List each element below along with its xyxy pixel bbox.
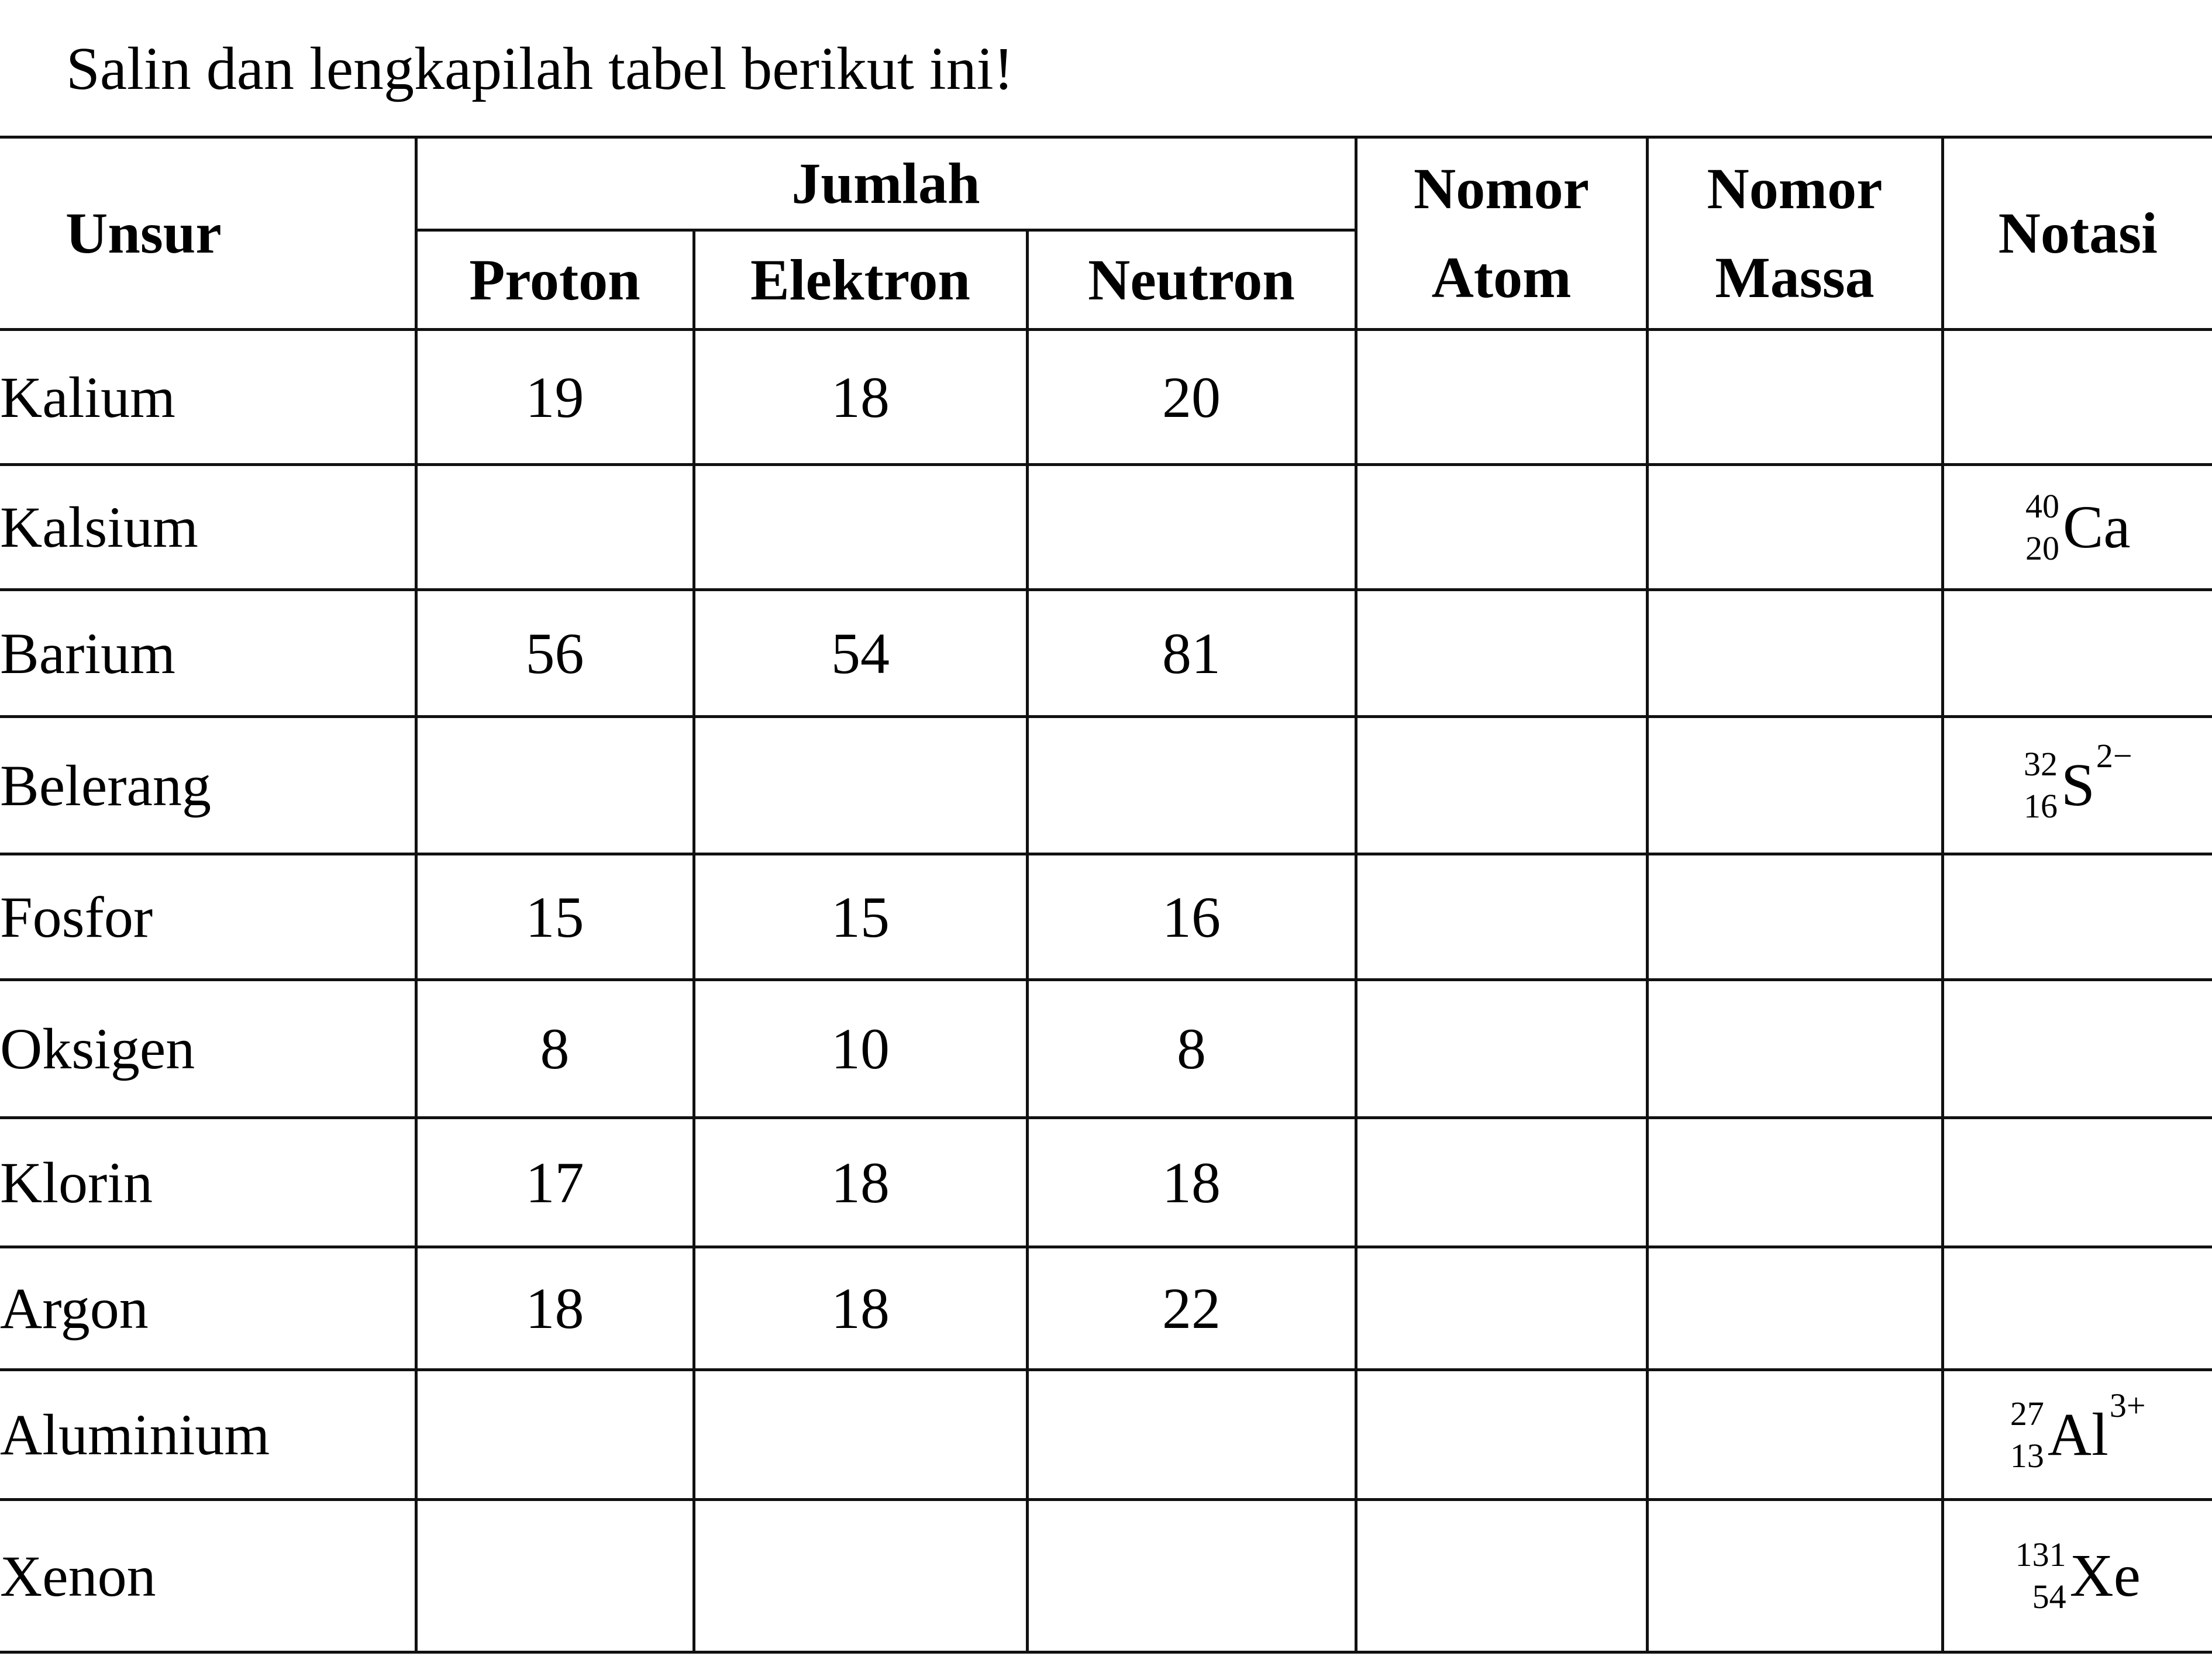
- nuclide-notation: [2025, 489, 2131, 565]
- unsur-cell: Belerang: [0, 717, 416, 854]
- proton-cell: 18: [416, 1247, 694, 1370]
- elektron-cell: 10: [694, 980, 1027, 1118]
- unsur-cell: Xenon: [0, 1500, 416, 1652]
- nomor-massa-cell: [1647, 1247, 1942, 1370]
- nuclide-notation: [2015, 1538, 2141, 1614]
- unsur-cell: Klorin: [0, 1118, 416, 1247]
- table-row: [0, 465, 2212, 590]
- mass-number: 27: [2010, 1394, 2044, 1433]
- nomor-atom-cell: [1356, 854, 1647, 980]
- elektron-cell: 15: [694, 854, 1027, 980]
- header-nomor-massa-line1: Nomor: [1707, 156, 1883, 221]
- nomor-atom-cell: [1356, 980, 1647, 1118]
- unsur-cell: Argon: [0, 1247, 416, 1370]
- nomor-massa-cell: [1647, 854, 1942, 980]
- element-symbol: S: [2061, 751, 2095, 819]
- nomor-massa-cell: [1647, 1500, 1942, 1652]
- neutron-cell: [1027, 465, 1356, 590]
- elektron-cell: 54: [694, 590, 1027, 717]
- atomic-number: 54: [2032, 1578, 2066, 1616]
- elektron-cell: [694, 1370, 1027, 1500]
- proton-cell: [416, 717, 694, 854]
- unsur-cell: Aluminium: [0, 1370, 416, 1500]
- neutron-cell: 81: [1027, 590, 1356, 717]
- neutron-cell: 8: [1027, 980, 1356, 1118]
- table-row: [0, 1500, 2212, 1652]
- nomor-massa-cell: [1647, 590, 1942, 717]
- notasi-cell: [1942, 854, 2212, 980]
- table-row: [0, 1118, 2212, 1247]
- nomor-atom-cell: [1356, 590, 1647, 717]
- proton-cell: [416, 1370, 694, 1500]
- proton-cell: [416, 1500, 694, 1652]
- header-nomor-massa-line2: Massa: [1715, 245, 1875, 310]
- isotope-numbers: [2015, 1538, 2066, 1614]
- nomor-atom-cell: [1356, 1500, 1647, 1652]
- nomor-atom-cell: [1356, 1247, 1647, 1370]
- table-row: [0, 590, 2212, 717]
- nomor-atom-cell: [1356, 465, 1647, 590]
- neutron-cell: [1027, 1370, 1356, 1500]
- neutron-cell: [1027, 1500, 1356, 1652]
- element-symbol: Al: [2047, 1400, 2108, 1468]
- atomic-number: 16: [2023, 787, 2058, 825]
- proton-cell: 19: [416, 330, 694, 465]
- atomic-number: 13: [2010, 1436, 2044, 1475]
- nomor-massa-cell: [1647, 465, 1942, 590]
- header-unsur: Unsur: [0, 137, 416, 330]
- mass-number: 40: [2025, 487, 2059, 525]
- ion-charge: 3+: [2109, 1386, 2146, 1424]
- nuclide-notation: [2010, 1386, 2146, 1475]
- nuclide-notation: [2023, 737, 2132, 825]
- isotope-numbers: [2025, 489, 2059, 565]
- proton-cell: [416, 465, 694, 590]
- elektron-cell: 18: [694, 1118, 1027, 1247]
- notasi-cell: [1942, 1500, 2212, 1652]
- unsur-cell: Oksigen: [0, 980, 416, 1118]
- table-body: [0, 330, 2212, 1652]
- elektron-cell: [694, 717, 1027, 854]
- notasi-cell: [1942, 1247, 2212, 1370]
- header-row-1: [0, 137, 2212, 230]
- mass-number: 32: [2023, 745, 2058, 783]
- nomor-massa-cell: [1647, 1118, 1942, 1247]
- unsur-cell: Kalsium: [0, 465, 416, 590]
- nomor-massa-cell: [1647, 330, 1942, 465]
- atomic-number: 20: [2025, 529, 2059, 567]
- nomor-massa-cell: [1647, 717, 1942, 854]
- unsur-cell: Barium: [0, 590, 416, 717]
- header-nomor-massa: [1647, 137, 1942, 330]
- notasi-cell: [1942, 717, 2212, 854]
- header-proton: Proton: [416, 230, 694, 330]
- elektron-cell: [694, 465, 1027, 590]
- notasi-cell: [1942, 980, 2212, 1118]
- element-symbol: Ca: [2062, 493, 2131, 561]
- notasi-cell: [1942, 330, 2212, 465]
- notasi-cell: [1942, 1370, 2212, 1500]
- header-neutron: Neutron: [1027, 230, 1356, 330]
- instruction-text: Salin dan lengkapilah tabel berikut ini!: [66, 35, 1014, 102]
- mass-number: 131: [2015, 1536, 2066, 1574]
- header-jumlah: Jumlah: [416, 137, 1356, 230]
- header-nomor-atom: [1356, 137, 1647, 330]
- proton-cell: 8: [416, 980, 694, 1118]
- elektron-cell: 18: [694, 1247, 1027, 1370]
- nomor-atom-cell: [1356, 1118, 1647, 1247]
- header-elektron: Elektron: [694, 230, 1027, 330]
- neutron-cell: 18: [1027, 1118, 1356, 1247]
- proton-cell: 56: [416, 590, 694, 717]
- isotope-numbers: [2024, 747, 2058, 823]
- neutron-cell: 20: [1027, 330, 1356, 465]
- elektron-cell: [694, 1500, 1027, 1652]
- table-row: [0, 854, 2212, 980]
- header-nomor-atom-line1: Nomor: [1414, 156, 1589, 221]
- table-row: [0, 1370, 2212, 1500]
- isotope-numbers: [2010, 1394, 2044, 1475]
- nomor-atom-cell: [1356, 330, 1647, 465]
- notasi-cell: [1942, 590, 2212, 717]
- header-nomor-atom-line2: Atom: [1431, 245, 1572, 310]
- unsur-cell: Kalium: [0, 330, 416, 465]
- proton-cell: 15: [416, 854, 694, 980]
- nomor-massa-cell: [1647, 1370, 1942, 1500]
- element-symbol: Xe: [2069, 1542, 2141, 1609]
- ion-charge: 2−: [2096, 737, 2132, 775]
- nomor-atom-cell: [1356, 1370, 1647, 1500]
- table-row: [0, 717, 2212, 854]
- table-row: [0, 330, 2212, 465]
- neutron-cell: 22: [1027, 1247, 1356, 1370]
- header-notasi: Notasi: [1942, 137, 2212, 330]
- notasi-cell: [1942, 465, 2212, 590]
- nomor-massa-cell: [1647, 980, 1942, 1118]
- unsur-cell: Fosfor: [0, 854, 416, 980]
- table-row: [0, 1247, 2212, 1370]
- element-table: [0, 136, 2212, 1654]
- neutron-cell: 16: [1027, 854, 1356, 980]
- nomor-atom-cell: [1356, 717, 1647, 854]
- notasi-cell: [1942, 1118, 2212, 1247]
- neutron-cell: [1027, 717, 1356, 854]
- table-row: [0, 980, 2212, 1118]
- elektron-cell: 18: [694, 330, 1027, 465]
- proton-cell: 17: [416, 1118, 694, 1247]
